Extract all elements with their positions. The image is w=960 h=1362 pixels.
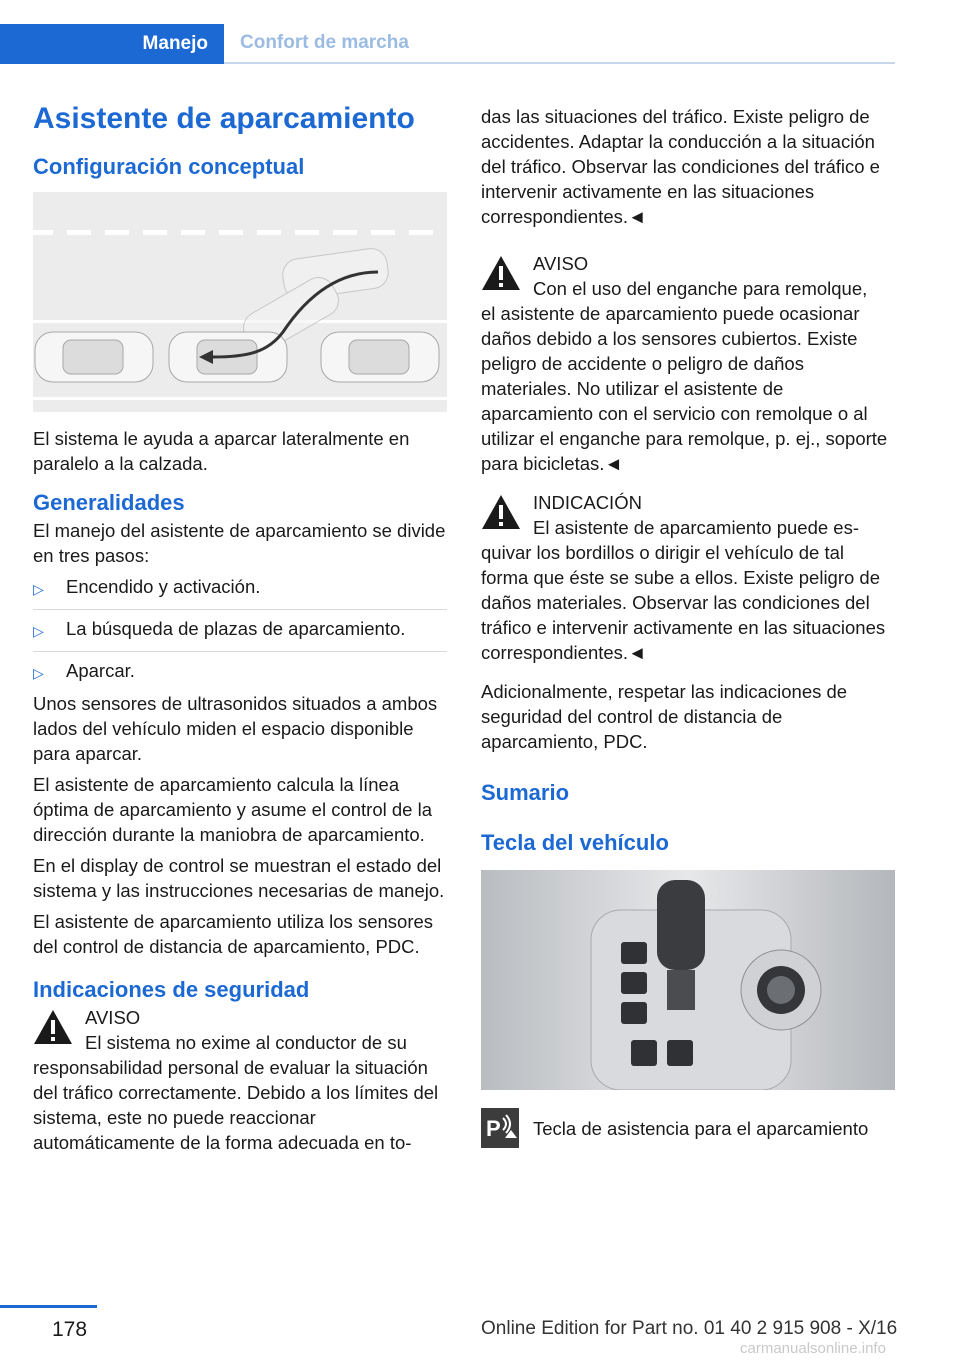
warning-triangle-icon bbox=[33, 1008, 73, 1046]
section-sumario: Sumario bbox=[481, 780, 570, 805]
edition-text: Online Edition for Part no. 01 40 2 915 908 - X/16 bbox=[481, 1318, 898, 1339]
warning-text: responsabilidad personal de evaluar la situación del tráfico correctamente. Debido a los límites del sistema, este no puede reaccionar automáticamente de la forma adecuada en to- bbox=[33, 1057, 439, 1153]
console-photo bbox=[481, 870, 895, 1090]
figure-caption: El sistema le ayuda a aparcar lateralmente en paralelo a la calzada. bbox=[33, 428, 410, 474]
warning-triangle-icon bbox=[481, 254, 521, 292]
svg-text:P: P bbox=[486, 1116, 501, 1141]
key-legend bbox=[481, 1108, 895, 1148]
list-item bbox=[33, 574, 447, 610]
step-text: La búsqueda de plazas de aparcamiento. bbox=[66, 618, 406, 639]
warning-block-3 bbox=[481, 490, 895, 665]
warning-first-line: El sistema no exime al conductor de su bbox=[85, 1032, 407, 1053]
triangle-right-icon: ▷ bbox=[33, 581, 44, 597]
list-item bbox=[33, 658, 447, 685]
tab-manejo[interactable] bbox=[0, 24, 224, 64]
page-title: Asistente de aparcamiento bbox=[33, 102, 415, 135]
right-column bbox=[481, 104, 895, 1148]
general-intro: El manejo del asistente de aparcamiento se divide en tres pasos: bbox=[33, 520, 446, 566]
section-tecla: Tecla del vehículo bbox=[481, 830, 669, 855]
watermark-brand: carmanualsonline.info bbox=[740, 1340, 886, 1357]
section-configuracion: Configuración conceptual bbox=[33, 154, 305, 179]
warning-continuation: das las situaciones del tráfico. Existe peligro de accidentes. Adaptar la conducción a la situación del tráfico. Observar las condiciones del tráfico e intervenir activamente en las situaciones correspondientes.◄ bbox=[481, 106, 880, 227]
tab-manejo-label: Manejo bbox=[142, 33, 208, 54]
warning-first-line: El asistente de aparcamiento puede es- bbox=[533, 517, 860, 538]
left-column bbox=[33, 100, 447, 1155]
indication-label: INDICACIÓN bbox=[533, 492, 642, 513]
warning-label: AVISO bbox=[533, 253, 589, 274]
step-text: Encendido y activación. bbox=[66, 576, 261, 597]
step-text: Aparcar. bbox=[66, 660, 135, 681]
page-header bbox=[0, 24, 895, 64]
warning-block-1 bbox=[33, 1005, 447, 1155]
console-photo-svg bbox=[481, 870, 895, 1090]
section-generalidades: Generalidades bbox=[33, 490, 185, 515]
parked-car-right bbox=[321, 332, 439, 382]
paragraph-pdc: El asistente de aparcamiento utiliza los sensores del control de distancia de aparcamiento, PDC. bbox=[33, 911, 434, 957]
paragraph-display: En el display de control se muestran el estado del sistema y las instrucciones necesarias de manejo. bbox=[33, 855, 445, 901]
page-number: 178 bbox=[52, 1318, 88, 1341]
warning-first-line: Con el uso del enganche para remolque, bbox=[533, 278, 868, 299]
steps-list bbox=[33, 574, 447, 685]
warning-text: el asistente de aparcamiento puede ocasionar daños debido a los sensores cubiertos. Existe peligro de accidente o peligro de daños materiales. No utilizar el asistente de aparcamiento con el servicio con remolque o al utilizar el enganche para remolque, p. ej., soporte para bicicletas.◄ bbox=[481, 303, 888, 474]
parking-diagram-svg bbox=[33, 192, 447, 412]
paragraph-additional: Adicionalmente, respetar las indicaciones de seguridad del control de distancia de aparcamiento, PDC. bbox=[481, 681, 848, 752]
paragraph-sensors: Unos sensores de ultrasonidos situados a ambos lados del vehículo miden el espacio disponible para aparcar. bbox=[33, 693, 438, 764]
parked-car-left bbox=[35, 332, 153, 382]
warning-text: quivar los bordillos o dirigir el vehículo de tal forma que éste se sube a ellos. Existe peligro de daños materiales. Observar las condiciones del tráfico e intervenir activamente en las situaciones correspondientes.◄ bbox=[481, 542, 886, 663]
footer-rule bbox=[0, 1305, 97, 1308]
parking-diagram-figure bbox=[33, 192, 447, 412]
warning-triangle-icon bbox=[481, 493, 521, 531]
warning-label: AVISO bbox=[85, 1007, 141, 1028]
triangle-right-icon: ▷ bbox=[33, 665, 44, 681]
list-item bbox=[33, 616, 447, 652]
paragraph-line: El asistente de aparcamiento calcula la línea óptima de aparcamiento y asume el control de la dirección durante la maniobra de aparcamiento. bbox=[33, 774, 432, 845]
triangle-right-icon: ▷ bbox=[33, 623, 44, 639]
warning-block-2 bbox=[481, 251, 895, 476]
tab-confort-label: Confort de marcha bbox=[240, 32, 409, 53]
tab-confort-de-marcha[interactable] bbox=[240, 24, 409, 62]
key-caption: Tecla de asistencia para el aparcamiento bbox=[533, 1118, 869, 1139]
section-seguridad: Indicaciones de seguridad bbox=[33, 977, 310, 1002]
park-assist-icon bbox=[481, 1108, 519, 1148]
